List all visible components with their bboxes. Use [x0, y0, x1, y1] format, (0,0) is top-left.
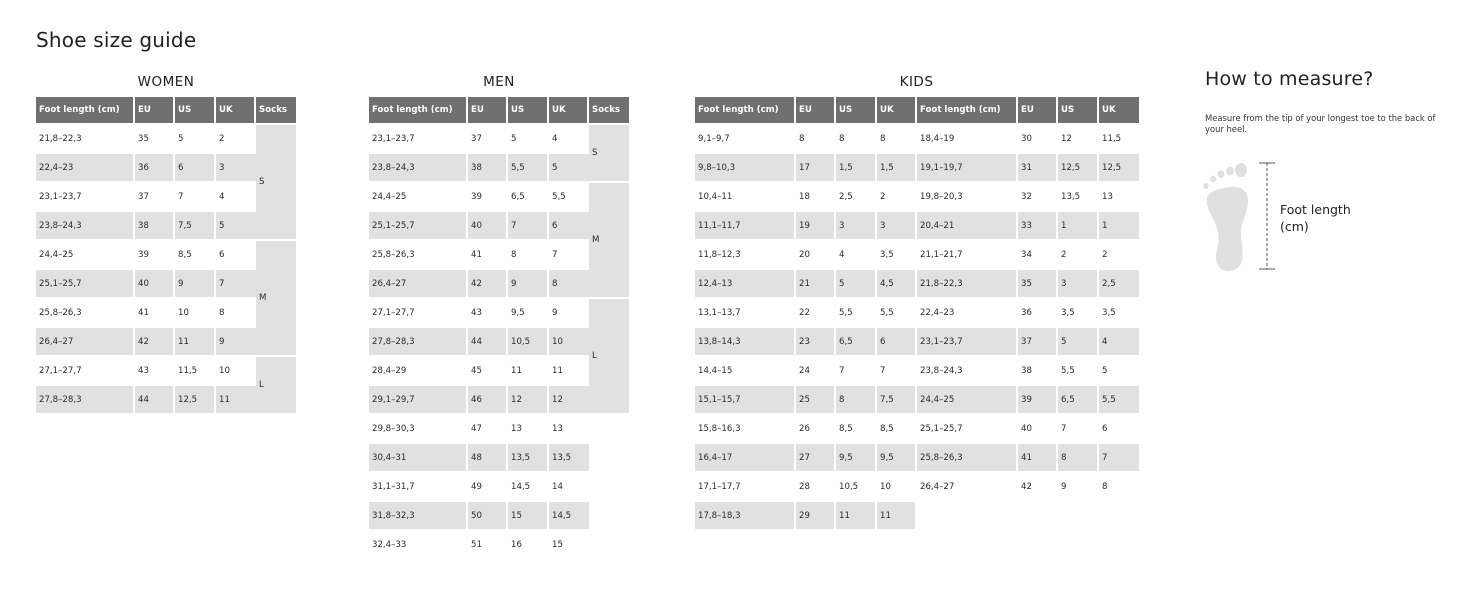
table-row — [695, 357, 1139, 386]
table-cell: 1 — [1058, 212, 1099, 241]
table-cell: 17 — [796, 154, 836, 183]
socks-size-cell: S — [256, 125, 296, 241]
column-header: EU — [796, 97, 836, 125]
table-cell: 42 — [1018, 473, 1058, 502]
table-cell: 10,5 — [508, 328, 549, 357]
table-cell: 22 — [796, 299, 836, 328]
table-cell: 12,5 — [1099, 154, 1139, 183]
table-cell: 24,4–25 — [36, 241, 135, 270]
table-row — [695, 125, 1139, 154]
table-cell: 10,5 — [836, 473, 877, 502]
table-cell: 7 — [1099, 444, 1139, 473]
table-cell — [917, 502, 1018, 531]
table-cell: 4 — [1099, 328, 1139, 357]
table-cell: 8 — [1058, 444, 1099, 473]
column-header: EU — [1018, 97, 1058, 125]
table-header-row — [36, 97, 296, 125]
table-cell: 2 — [216, 125, 256, 154]
table-row — [695, 212, 1139, 241]
socks-size-cell: M — [589, 183, 629, 299]
table-cell: 15 — [508, 502, 549, 531]
table-cell: 23,1–23,7 — [36, 183, 135, 212]
table-cell: 9,1–9,7 — [695, 125, 796, 154]
table-cell: 8 — [836, 125, 877, 154]
table-row — [36, 241, 296, 270]
table-cell: 28,4–29 — [369, 357, 468, 386]
table-cell: 5 — [549, 154, 589, 183]
table-cell: 31,1–31,7 — [369, 473, 468, 502]
table-cell: 21 — [796, 270, 836, 299]
column-header: EU — [468, 97, 508, 125]
table-cell: 40 — [1018, 415, 1058, 444]
table-cell: 11 — [549, 357, 589, 386]
table-cell: 37 — [135, 183, 175, 212]
table-row — [695, 183, 1139, 212]
table-cell: 19,1–19,7 — [917, 154, 1018, 183]
table-cell: 20,4–21 — [917, 212, 1018, 241]
table-cell: 4 — [216, 183, 256, 212]
table-cell: 25,8–26,3 — [36, 299, 135, 328]
table-cell: 41 — [1018, 444, 1058, 473]
table-cell: 7 — [1058, 415, 1099, 444]
table-cell: 3,5 — [1099, 299, 1139, 328]
table-row — [695, 386, 1139, 415]
socks-size-cell: L — [256, 357, 296, 415]
table-cell: 29 — [796, 502, 836, 531]
table-cell — [1018, 502, 1058, 531]
table-cell: 25,8–26,3 — [917, 444, 1018, 473]
women-title: WOMEN — [137, 74, 195, 90]
table-cell: 14,5 — [549, 502, 589, 531]
table-cell: 50 — [468, 502, 508, 531]
table-cell: 9 — [508, 270, 549, 299]
table-cell: 11,5 — [175, 357, 216, 386]
table-cell: 24,4–25 — [369, 183, 468, 212]
column-header: Foot length (cm) — [36, 97, 135, 125]
table-cell: 4 — [549, 125, 589, 154]
table-row — [695, 328, 1139, 357]
table-cell: 14,5 — [508, 473, 549, 502]
table-cell: 12,5 — [175, 386, 216, 415]
column-header: UK — [1099, 97, 1139, 125]
table-cell: 8 — [877, 125, 917, 154]
table-cell: 24 — [796, 357, 836, 386]
table-cell: 42 — [468, 270, 508, 299]
table-cell: 37 — [468, 125, 508, 154]
table-cell: 9 — [1058, 473, 1099, 502]
table-row — [36, 357, 296, 386]
column-header: US — [508, 97, 549, 125]
table-cell: 8,5 — [175, 241, 216, 270]
table-cell: 31,8–32,3 — [369, 502, 468, 531]
column-header: Socks — [256, 97, 296, 125]
table-cell: 38 — [468, 154, 508, 183]
foot-length-label-line1: Foot length — [1280, 202, 1351, 217]
how-to-measure-title: How to measure? — [1205, 68, 1374, 90]
table-cell: 6 — [549, 212, 589, 241]
table-row — [369, 473, 629, 502]
table-cell: 39 — [135, 241, 175, 270]
table-cell: 48 — [468, 444, 508, 473]
table-cell: 8 — [1099, 473, 1139, 502]
footprint-icon — [1195, 158, 1275, 274]
table-cell: 29,1–29,7 — [369, 386, 468, 415]
table-cell: 26,4–27 — [369, 270, 468, 299]
table-cell: 23,1–23,7 — [917, 328, 1018, 357]
table-cell: 29,8–30,3 — [369, 415, 468, 444]
table-cell: 27,1–27,7 — [36, 357, 135, 386]
column-header: Socks — [589, 97, 629, 125]
table-cell: 5 — [175, 125, 216, 154]
table-cell: 2 — [877, 183, 917, 212]
table-cell: 11 — [508, 357, 549, 386]
table-cell — [1058, 502, 1099, 531]
table-cell: 1,5 — [877, 154, 917, 183]
table-cell: 5 — [1058, 328, 1099, 357]
table-cell: 5 — [1099, 357, 1139, 386]
table-cell: 32,4–33 — [369, 531, 468, 560]
table-header-row — [369, 97, 629, 125]
table-cell: 6,5 — [836, 328, 877, 357]
table-cell: 5,5 — [1058, 357, 1099, 386]
table-row — [369, 415, 629, 444]
table-cell: 27 — [796, 444, 836, 473]
table-cell: 11 — [877, 502, 917, 531]
table-cell: 1,5 — [836, 154, 877, 183]
table-cell: 9 — [216, 328, 256, 357]
table-row — [36, 125, 296, 154]
table-cell: 2,5 — [836, 183, 877, 212]
table-cell: 9 — [175, 270, 216, 299]
column-header: US — [1058, 97, 1099, 125]
table-cell: 7 — [877, 357, 917, 386]
table-cell: 45 — [468, 357, 508, 386]
socks-size-cell: L — [589, 299, 629, 415]
table-cell: 7 — [549, 241, 589, 270]
table-cell: 5 — [836, 270, 877, 299]
table-cell: 41 — [135, 299, 175, 328]
table-row — [369, 183, 629, 212]
kids-title: KIDS — [899, 74, 934, 90]
table-cell: 3,5 — [1058, 299, 1099, 328]
table-cell: 27,1–27,7 — [369, 299, 468, 328]
table-cell: 15,8–16,3 — [695, 415, 796, 444]
table-cell: 11,5 — [1099, 125, 1139, 154]
table-cell: 8,5 — [836, 415, 877, 444]
table-cell: 9,5 — [877, 444, 917, 473]
table-cell: 10 — [175, 299, 216, 328]
table-cell: 19,8–20,3 — [917, 183, 1018, 212]
table-cell: 3 — [877, 212, 917, 241]
table-cell: 30,4–31 — [369, 444, 468, 473]
table-cell: 9,5 — [508, 299, 549, 328]
table-cell: 38 — [135, 212, 175, 241]
page-title: Shoe size guide — [36, 28, 197, 52]
table-cell: 21,8–22,3 — [36, 125, 135, 154]
table-cell: 9 — [549, 299, 589, 328]
table-cell: 11,1–11,7 — [695, 212, 796, 241]
table-cell: 21,1–21,7 — [917, 241, 1018, 270]
table-cell: 25 — [796, 386, 836, 415]
table-cell: 16 — [508, 531, 549, 560]
table-cell: 8 — [836, 386, 877, 415]
table-cell: 6 — [216, 241, 256, 270]
table-cell: 9,8–10,3 — [695, 154, 796, 183]
table-cell: 25,1–25,7 — [36, 270, 135, 299]
table-cell: 6,5 — [508, 183, 549, 212]
table-cell: 51 — [468, 531, 508, 560]
table-cell: 18 — [796, 183, 836, 212]
table-cell: 25,1–25,7 — [917, 415, 1018, 444]
table-cell: 22,4–23 — [36, 154, 135, 183]
table-cell: 8 — [549, 270, 589, 299]
table-cell: 7 — [216, 270, 256, 299]
column-header: UK — [549, 97, 589, 125]
table-header-row — [695, 97, 1139, 125]
table-row — [695, 415, 1139, 444]
table-row — [695, 299, 1139, 328]
table-cell: 44 — [135, 386, 175, 415]
table-cell: 40 — [135, 270, 175, 299]
men-title: MEN — [483, 74, 515, 90]
table-cell: 12 — [508, 386, 549, 415]
table-cell: 6 — [175, 154, 216, 183]
table-cell: 15 — [549, 531, 589, 560]
column-header: US — [836, 97, 877, 125]
foot-length-label-line2: (cm) — [1280, 219, 1309, 234]
table-cell: 13,5 — [549, 444, 589, 473]
table-cell: 5 — [216, 212, 256, 241]
table-cell: 39 — [1018, 386, 1058, 415]
table-cell: 10 — [549, 328, 589, 357]
table-cell: 13 — [508, 415, 549, 444]
table-cell: 25,8–26,3 — [369, 241, 468, 270]
table-cell: 43 — [468, 299, 508, 328]
table-cell: 42 — [135, 328, 175, 357]
table-cell: 35 — [135, 125, 175, 154]
table-cell: 9,5 — [836, 444, 877, 473]
table-cell: 3 — [836, 212, 877, 241]
table-cell: 11 — [216, 386, 256, 415]
table-cell: 6,5 — [1058, 386, 1099, 415]
table-cell: 14 — [549, 473, 589, 502]
table-cell: 7 — [175, 183, 216, 212]
table-cell: 36 — [135, 154, 175, 183]
table-cell: 13 — [1099, 183, 1139, 212]
table-cell: 8 — [216, 299, 256, 328]
table-cell: 16,4–17 — [695, 444, 796, 473]
table-cell: 10,4–11 — [695, 183, 796, 212]
table-row — [695, 241, 1139, 270]
table-cell: 11 — [175, 328, 216, 357]
table-cell: 4 — [836, 241, 877, 270]
table-cell: 35 — [1018, 270, 1058, 299]
table-cell: 1 — [1099, 212, 1139, 241]
table-cell: 2 — [1099, 241, 1139, 270]
table-cell: 31 — [1018, 154, 1058, 183]
table-row — [695, 444, 1139, 473]
table-cell: 25,1–25,7 — [369, 212, 468, 241]
table-cell: 12 — [549, 386, 589, 415]
table-cell: 2 — [1058, 241, 1099, 270]
table-cell — [1099, 502, 1139, 531]
table-cell: 13,1–13,7 — [695, 299, 796, 328]
table-cell: 27,8–28,3 — [36, 386, 135, 415]
table-cell: 8 — [796, 125, 836, 154]
table-cell: 12,5 — [1058, 154, 1099, 183]
table-row — [369, 299, 629, 328]
table-cell: 47 — [468, 415, 508, 444]
table-cell: 13 — [549, 415, 589, 444]
table-cell: 46 — [468, 386, 508, 415]
table-cell: 40 — [468, 212, 508, 241]
table-cell: 49 — [468, 473, 508, 502]
table-cell: 26,4–27 — [917, 473, 1018, 502]
table-cell: 28 — [796, 473, 836, 502]
table-cell: 21,8–22,3 — [917, 270, 1018, 299]
table-row — [369, 502, 629, 531]
table-cell: 26 — [796, 415, 836, 444]
table-cell: 34 — [1018, 241, 1058, 270]
how-to-measure-text: Measure from the tip of your longest toe to the back of your heel. — [1205, 113, 1436, 134]
socks-size-cell: M — [256, 241, 296, 357]
table-cell: 7,5 — [877, 386, 917, 415]
table-cell: 36 — [1018, 299, 1058, 328]
table-cell: 11,8–12,3 — [695, 241, 796, 270]
table-cell: 37 — [1018, 328, 1058, 357]
table-cell: 23,8–24,3 — [36, 212, 135, 241]
table-cell: 6 — [1099, 415, 1139, 444]
kids-size-table — [695, 97, 1139, 531]
table-cell: 6 — [877, 328, 917, 357]
table-row — [369, 531, 629, 560]
table-cell: 18,4–19 — [917, 125, 1018, 154]
table-cell: 7 — [836, 357, 877, 386]
table-cell: 41 — [468, 241, 508, 270]
column-header: UK — [216, 97, 256, 125]
table-cell: 3 — [216, 154, 256, 183]
table-cell: 5,5 — [549, 183, 589, 212]
table-row — [695, 473, 1139, 502]
table-cell: 44 — [468, 328, 508, 357]
column-header: Foot length (cm) — [369, 97, 468, 125]
table-cell: 12 — [1058, 125, 1099, 154]
table-cell: 8 — [508, 241, 549, 270]
table-cell: 23,8–24,3 — [369, 154, 468, 183]
table-cell: 23,1–23,7 — [369, 125, 468, 154]
table-cell: 5,5 — [877, 299, 917, 328]
table-cell: 5,5 — [508, 154, 549, 183]
table-cell: 33 — [1018, 212, 1058, 241]
table-cell: 23,8–24,3 — [917, 357, 1018, 386]
table-cell: 5 — [508, 125, 549, 154]
table-cell: 10 — [216, 357, 256, 386]
table-cell: 26,4–27 — [36, 328, 135, 357]
table-cell: 13,5 — [508, 444, 549, 473]
foot-length-label — [1280, 201, 1351, 235]
women-size-table — [36, 97, 296, 415]
table-cell: 23 — [796, 328, 836, 357]
table-cell: 12,4–13 — [695, 270, 796, 299]
table-cell: 38 — [1018, 357, 1058, 386]
table-cell: 5,5 — [836, 299, 877, 328]
table-row — [369, 444, 629, 473]
column-header: EU — [135, 97, 175, 125]
table-cell: 4,5 — [877, 270, 917, 299]
table-cell: 32 — [1018, 183, 1058, 212]
socks-size-cell: S — [589, 125, 629, 183]
table-cell: 19 — [796, 212, 836, 241]
table-row — [695, 502, 1139, 531]
table-cell: 13,8–14,3 — [695, 328, 796, 357]
table-cell: 30 — [1018, 125, 1058, 154]
table-cell: 24,4–25 — [917, 386, 1018, 415]
table-cell: 22,4–23 — [917, 299, 1018, 328]
table-cell: 5,5 — [1099, 386, 1139, 415]
table-cell: 15,1–15,7 — [695, 386, 796, 415]
men-size-table — [369, 97, 629, 560]
column-header: UK — [877, 97, 917, 125]
table-cell: 7,5 — [175, 212, 216, 241]
table-cell: 17,8–18,3 — [695, 502, 796, 531]
table-cell: 39 — [468, 183, 508, 212]
table-cell: 17,1–17,7 — [695, 473, 796, 502]
table-cell: 7 — [508, 212, 549, 241]
table-cell: 3,5 — [877, 241, 917, 270]
table-row — [369, 125, 629, 154]
column-header: US — [175, 97, 216, 125]
table-cell: 11 — [836, 502, 877, 531]
table-row — [695, 154, 1139, 183]
table-cell: 8,5 — [877, 415, 917, 444]
table-cell: 10 — [877, 473, 917, 502]
table-cell: 27,8–28,3 — [369, 328, 468, 357]
table-cell: 14,4–15 — [695, 357, 796, 386]
table-cell: 43 — [135, 357, 175, 386]
table-cell: 3 — [1058, 270, 1099, 299]
column-header: Foot length (cm) — [917, 97, 1018, 125]
table-cell: 20 — [796, 241, 836, 270]
table-cell: 13,5 — [1058, 183, 1099, 212]
table-cell: 2,5 — [1099, 270, 1139, 299]
column-header: Foot length (cm) — [695, 97, 796, 125]
table-row — [695, 270, 1139, 299]
